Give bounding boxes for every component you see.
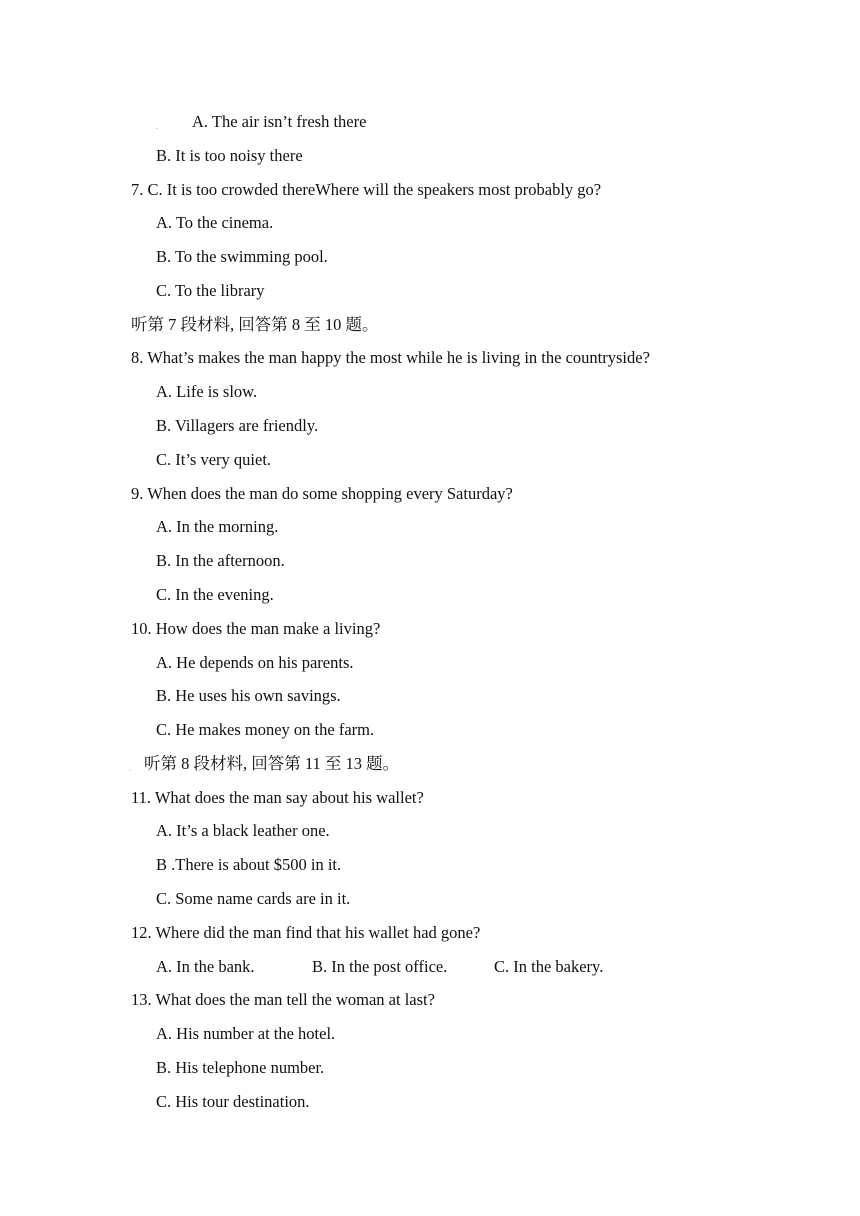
stray-dot-mark: . (129, 764, 131, 773)
q9-option-c: C. In the evening. (156, 585, 274, 604)
q8-option-b: B. Villagers are friendly. (156, 416, 319, 435)
question-12: 12. Where did the man find that his wallet had gone? (131, 923, 481, 942)
question-9: 9. When does the man do some shopping every Saturday? (131, 484, 513, 503)
q8-option-c: C. It’s very quiet. (156, 450, 272, 469)
q11-option-b: B .There is about $500 in it. (156, 855, 342, 874)
q9-option-b: B. In the afternoon. (156, 551, 285, 570)
q12-option-b: B. In the post office. (312, 957, 448, 976)
q12-option-c: C. In the bakery. (494, 957, 604, 976)
q8-option-a: A. Life is slow. (156, 382, 258, 401)
section-7-heading: 听第 7 段材料, 回答第 8 至 10 题。 (131, 315, 379, 334)
q11-option-c: C. Some name cards are in it. (156, 889, 351, 908)
question-10: 10. How does the man make a living? (131, 619, 381, 638)
q13-option-a: A. His number at the hotel. (156, 1024, 336, 1043)
q10-option-b: B. He uses his own savings. (156, 686, 341, 705)
q11-option-a: A. It’s a black leather one. (156, 821, 330, 840)
section-8-heading: 听第 8 段材料, 回答第 11 至 13 题。 (144, 754, 400, 773)
q6-option-b: B. It is too noisy there (156, 146, 303, 165)
q7-option-c: C. To the library (156, 281, 265, 300)
question-11: 11. What does the man say about his wallet? (131, 788, 424, 807)
stray-dot-mark: . (156, 122, 158, 131)
q9-option-a: A. In the morning. (156, 517, 279, 536)
q7-option-b: B. To the swimming pool. (156, 247, 328, 266)
q13-option-c: C. His tour destination. (156, 1092, 310, 1111)
q13-option-b: B. His telephone number. (156, 1058, 325, 1077)
question-7: 7. C. It is too crowded thereWhere will the speakers most probably go? (131, 180, 602, 199)
question-8: 8. What’s makes the man happy the most while he is living in the countryside? (131, 348, 650, 367)
question-13: 13. What does the man tell the woman at last? (131, 990, 435, 1009)
q10-option-c: C. He makes money on the farm. (156, 720, 375, 739)
q12-option-a: A. In the bank. (156, 957, 255, 976)
q7-option-a: A. To the cinema. (156, 213, 274, 232)
q10-option-a: A. He depends on his parents. (156, 653, 354, 672)
q6-option-a: A. The air isn’t fresh there (192, 112, 367, 131)
